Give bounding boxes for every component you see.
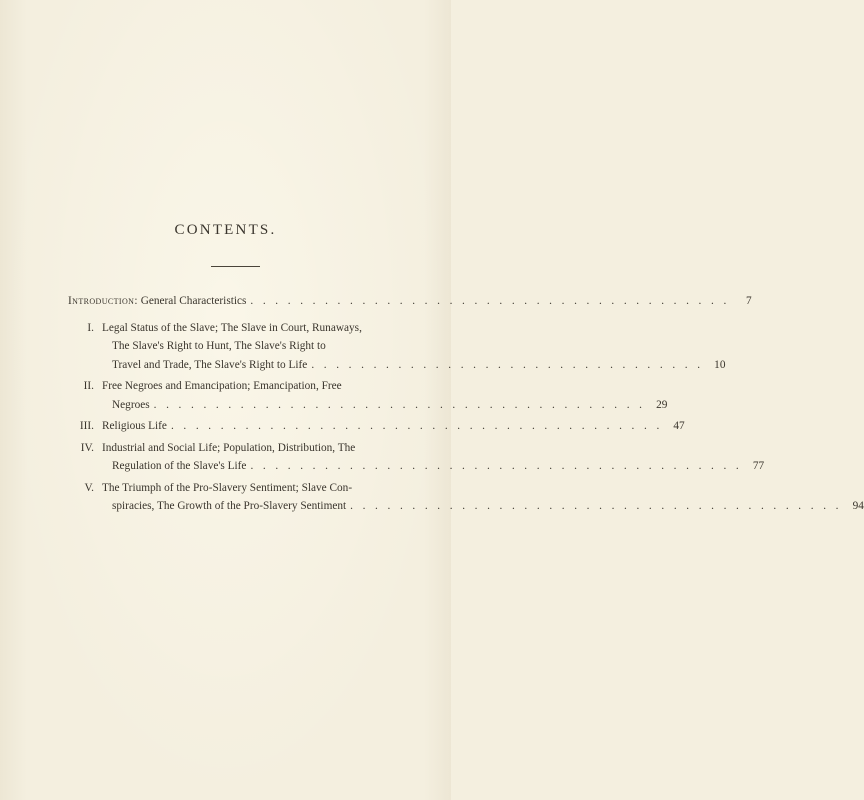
chapter-title-line: spiracies, The Growth of the Pro-Slavery Sentiment — [112, 500, 347, 512]
chapter-numeral: V. — [84, 481, 94, 494]
introduction-label: Introduction: — [68, 295, 138, 307]
chapter-page-number: 77 — [752, 460, 765, 472]
chapter-numeral: I. — [87, 321, 94, 334]
toc-entry-chapter-1 — [68, 319, 726, 375]
chapter-title-line: Religious Life — [102, 420, 167, 432]
dot-leader: . . . . . . . . . . . . . . . . . . . . . . . . . . . . . . . . . . . . . . . . — [170, 420, 663, 432]
heading-divider — [211, 266, 260, 267]
chapter-title-line: Free Negroes and Emancipation; Emancipation, Free — [102, 380, 342, 392]
toc-entry-introduction — [68, 292, 752, 311]
chapter-title-line: Travel and Trade, The Slave's Right to Life — [112, 358, 308, 371]
chapter-title-line: Industrial and Social Life; Population, Distribution, The — [102, 441, 356, 454]
dot-leader: . . . . . . . . . . . . . . . . . . . . . . . . . . . . . . . . . . . . . . . . — [250, 460, 743, 472]
chapter-page-number: 47 — [673, 420, 685, 432]
chapter-title-line: The Slave's Right to Hunt, The Slave's Right to — [112, 340, 326, 352]
introduction-title: General Characteristics — [140, 295, 247, 307]
introduction-title-line — [68, 292, 246, 311]
chapter-numeral: II. — [83, 380, 94, 392]
dot-leader: . . . . . . . . . . . . . . . . . . . . . . . . . . . . . . . . — [311, 358, 704, 371]
chapter-page-number: 10 — [714, 358, 726, 371]
chapter-numeral: III. — [79, 420, 94, 432]
toc-entry-chapter-2 — [68, 377, 668, 414]
chapter-title-line: Legal Status of the Slave; The Slave in Court, Runaways, — [102, 321, 362, 334]
chapter-page-number: 29 — [656, 398, 668, 411]
chapter-numeral: IV. — [80, 441, 94, 454]
chapter-title-line: Regulation of the Slave's Life — [112, 460, 247, 472]
chapter-title-line: Negroes — [112, 398, 150, 411]
chapter-page-number: 94 — [852, 500, 864, 512]
toc-entry-chapter-4 — [68, 439, 765, 476]
contents-heading: CONTENTS. — [174, 222, 277, 238]
dot-leader: . . . . . . . . . . . . . . . . . . . . . . . . . . . . . . . . . . . . . . . — [250, 295, 730, 307]
toc-entry-chapter-3 — [68, 417, 685, 436]
chapter-title-line: The Triumph of the Pro-Slavery Sentiment; Slave Con- — [102, 481, 353, 494]
toc-entry-chapter-5 — [68, 479, 864, 516]
dot-leader: . . . . . . . . . . . . . . . . . . . . . . . . . . . . . . . . . . . . . . . . — [350, 500, 842, 512]
dot-leader: . . . . . . . . . . . . . . . . . . . . . . . . . . . . . . . . . . . . . . . . — [153, 398, 646, 411]
introduction-page-number: 7 — [746, 295, 752, 307]
table-of-contents — [68, 292, 864, 519]
